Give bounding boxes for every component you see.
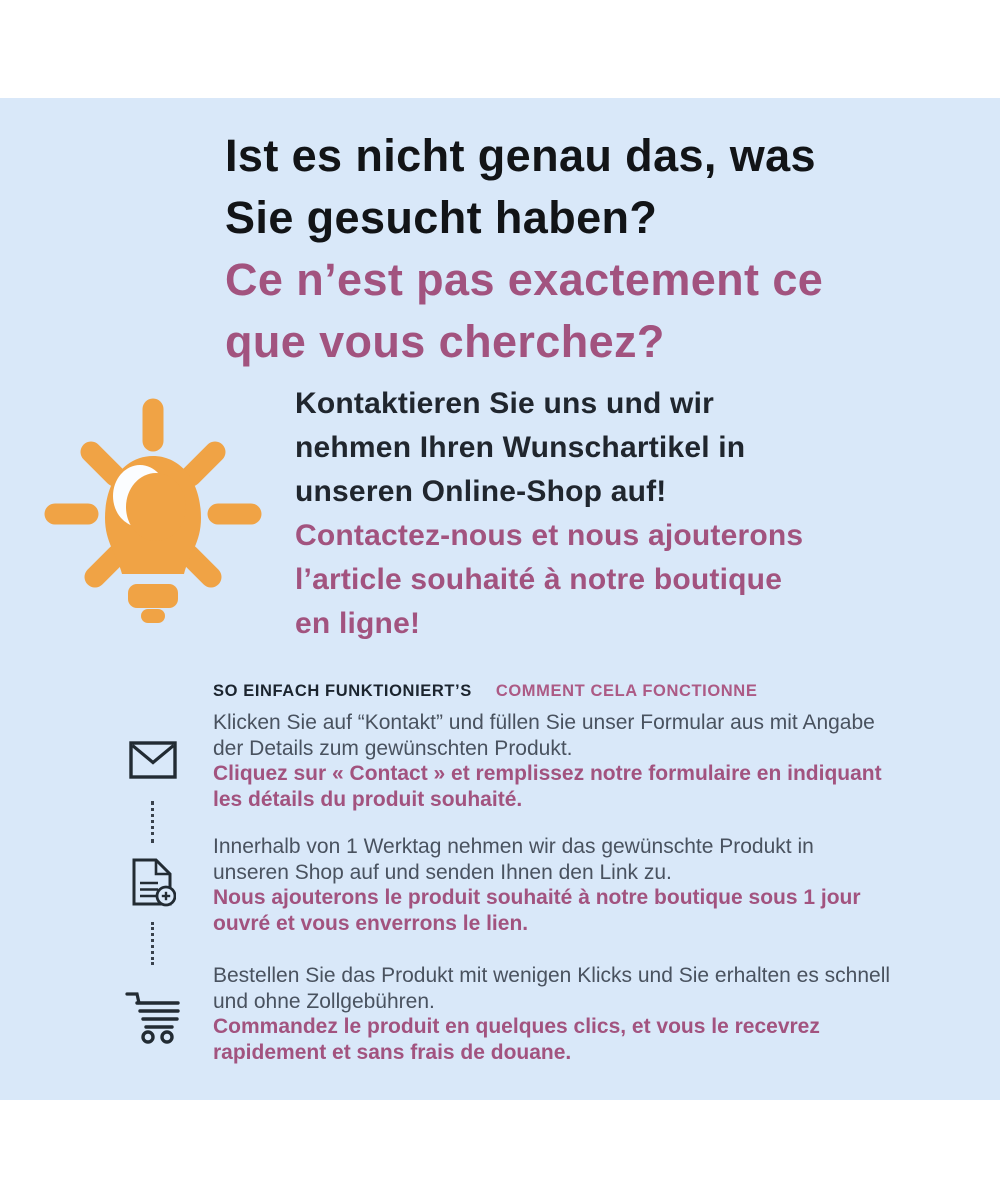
- step-3-french-line: Commandez le produit en quelques clics, et vous le recevrez: [213, 1015, 820, 1038]
- step-1-french-line: les détails du produit souhaité.: [213, 787, 523, 811]
- step-2-french-line: Nous ajouterons le produit souhaité à notre boutique sous 1 jour: [213, 886, 861, 909]
- intro-german-line: Kontaktieren Sie uns und wir: [295, 387, 714, 420]
- step-3-german-line: und ohne Zollgebühren.: [213, 989, 435, 1013]
- cart-icon: [124, 986, 182, 1044]
- step-3-text: [213, 963, 890, 1065]
- how-heading-german: SO EINFACH FUNKTIONIERT’S: [213, 682, 472, 700]
- step-1-french-line: Cliquez sur « Contact » et remplissez notre formulaire en indiquant: [213, 762, 882, 785]
- headline-german: [225, 125, 816, 249]
- headline-french-line: Ce n’est pas exactement ce: [225, 254, 824, 305]
- intro-german-line: nehmen Ihren Wunschartikel in: [295, 431, 746, 464]
- step-1-german-line: der Details zum gewünschten Produkt.: [213, 736, 573, 760]
- step-2-german-line: unseren Shop auf und senden Ihnen den Link zu.: [213, 860, 672, 884]
- headline-french-line: que vous cherchez?: [225, 316, 665, 367]
- intro-french: [295, 514, 803, 646]
- step-3-french-line: rapidement et sans frais de douane.: [213, 1040, 572, 1064]
- step-3-german-line: Bestellen Sie das Produkt mit wenigen Klicks und Sie erhalten es schnell: [213, 964, 891, 987]
- envelope-icon: [129, 741, 177, 779]
- intro-french-line: en ligne!: [295, 607, 421, 640]
- intro-french-line: Contactez-nous et nous ajouterons: [295, 519, 804, 552]
- step-2-text: [213, 834, 861, 936]
- document-add-icon: [130, 858, 176, 910]
- how-it-works-heading: [213, 682, 757, 701]
- intro-german-line: unseren Online-Shop auf!: [295, 475, 667, 508]
- step-connector-dotted-line: [151, 922, 154, 965]
- how-heading-french: COMMENT CELA FONCTIONNE: [495, 682, 758, 700]
- headline-german-line: Ist es nicht genau das, was: [225, 130, 816, 181]
- intro-french-line: l’article souhaité à notre boutique: [295, 563, 783, 596]
- headline-german-line: Sie gesucht haben?: [225, 192, 658, 243]
- step-1-text: [213, 710, 882, 812]
- headline-french: [225, 249, 823, 373]
- step-2-french-line: ouvré et vous enverrons le lien.: [213, 911, 529, 935]
- step-connector-dotted-line: [151, 801, 154, 843]
- intro-german: [295, 382, 745, 514]
- lightbulb-icon: [42, 396, 264, 628]
- step-2-german-line: Innerhalb von 1 Werktag nehmen wir das gewünschte Produkt in: [213, 835, 814, 858]
- step-1-german-line: Klicken Sie auf “Kontakt” und füllen Sie unser Formular aus mit Angabe: [213, 711, 875, 734]
